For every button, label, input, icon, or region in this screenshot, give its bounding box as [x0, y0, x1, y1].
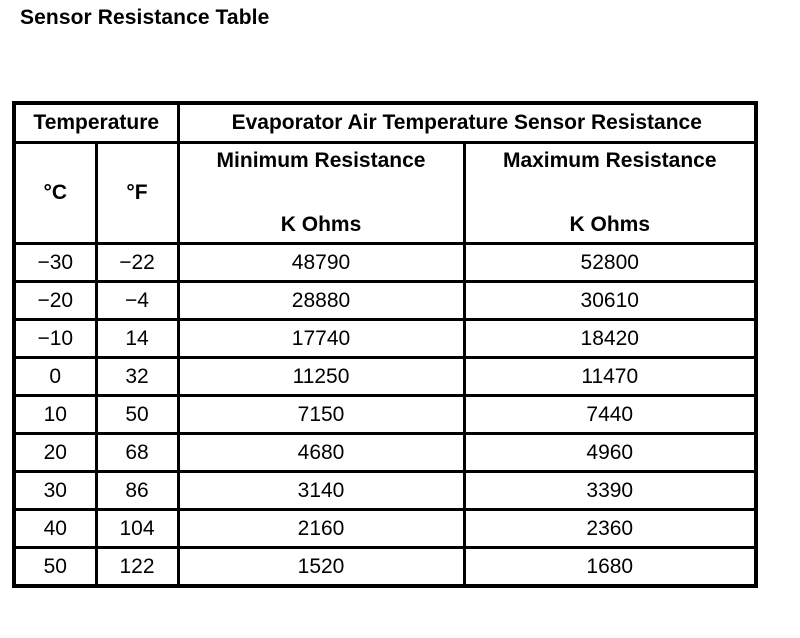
- fahrenheit-cell: 32: [96, 358, 178, 396]
- table-row: [14, 472, 756, 510]
- celsius-cell: 40: [14, 510, 96, 548]
- table-row: [14, 548, 756, 587]
- celsius-header: °C: [14, 143, 96, 244]
- minimum-resistance-cell: 48790: [178, 244, 464, 282]
- table-row: [14, 244, 756, 282]
- fahrenheit-cell: 122: [96, 548, 178, 587]
- celsius-cell: 0: [14, 358, 96, 396]
- table-row: [14, 358, 756, 396]
- minimum-resistance-cell: 7150: [178, 396, 464, 434]
- maximum-resistance-label: Maximum Resistance: [502, 149, 717, 172]
- table-row: [14, 320, 756, 358]
- table-row: [14, 396, 756, 434]
- temperature-header: Temperature: [14, 103, 178, 143]
- minimum-resistance-cell: 17740: [178, 320, 464, 358]
- maximum-resistance-cell: 18420: [464, 320, 756, 358]
- table-row: [14, 282, 756, 320]
- maximum-resistance-cell: 7440: [464, 396, 756, 434]
- page-title: Sensor Resistance Table: [20, 6, 270, 29]
- maximum-resistance-unit: K Ohms: [569, 213, 650, 236]
- sensor-resistance-table: [12, 101, 758, 588]
- minimum-resistance-unit: K Ohms: [280, 213, 362, 236]
- maximum-resistance-cell: 30610: [464, 282, 756, 320]
- celsius-cell: 20: [14, 434, 96, 472]
- celsius-cell: −20: [14, 282, 96, 320]
- minimum-resistance-cell: 1520: [178, 548, 464, 587]
- maximum-resistance-cell: 52800: [464, 244, 756, 282]
- fahrenheit-cell: 50: [96, 396, 178, 434]
- table-row: [14, 434, 756, 472]
- maximum-resistance-header: [464, 143, 756, 244]
- minimum-resistance-cell: 28880: [178, 282, 464, 320]
- fahrenheit-cell: −4: [96, 282, 178, 320]
- fahrenheit-cell: 14: [96, 320, 178, 358]
- maximum-resistance-cell: 11470: [464, 358, 756, 396]
- maximum-resistance-cell: 2360: [464, 510, 756, 548]
- maximum-resistance-cell: 1680: [464, 548, 756, 587]
- celsius-cell: 30: [14, 472, 96, 510]
- table-row: [14, 510, 756, 548]
- minimum-resistance-cell: 11250: [178, 358, 464, 396]
- celsius-cell: 50: [14, 548, 96, 587]
- minimum-resistance-cell: 3140: [178, 472, 464, 510]
- fahrenheit-cell: −22: [96, 244, 178, 282]
- table-subheader-row: [14, 143, 756, 244]
- minimum-resistance-label: Minimum Resistance: [216, 149, 426, 172]
- celsius-cell: −10: [14, 320, 96, 358]
- minimum-resistance-cell: 2160: [178, 510, 464, 548]
- celsius-cell: 10: [14, 396, 96, 434]
- celsius-cell: −30: [14, 244, 96, 282]
- fahrenheit-cell: 86: [96, 472, 178, 510]
- fahrenheit-cell: 104: [96, 510, 178, 548]
- maximum-resistance-cell: 4960: [464, 434, 756, 472]
- sensor-header: Evaporator Air Temperature Sensor Resistance: [178, 103, 756, 143]
- maximum-resistance-cell: 3390: [464, 472, 756, 510]
- minimum-resistance-header: [178, 143, 464, 244]
- table-header-row: [14, 103, 756, 143]
- fahrenheit-header: °F: [96, 143, 178, 244]
- fahrenheit-cell: 68: [96, 434, 178, 472]
- minimum-resistance-cell: 4680: [178, 434, 464, 472]
